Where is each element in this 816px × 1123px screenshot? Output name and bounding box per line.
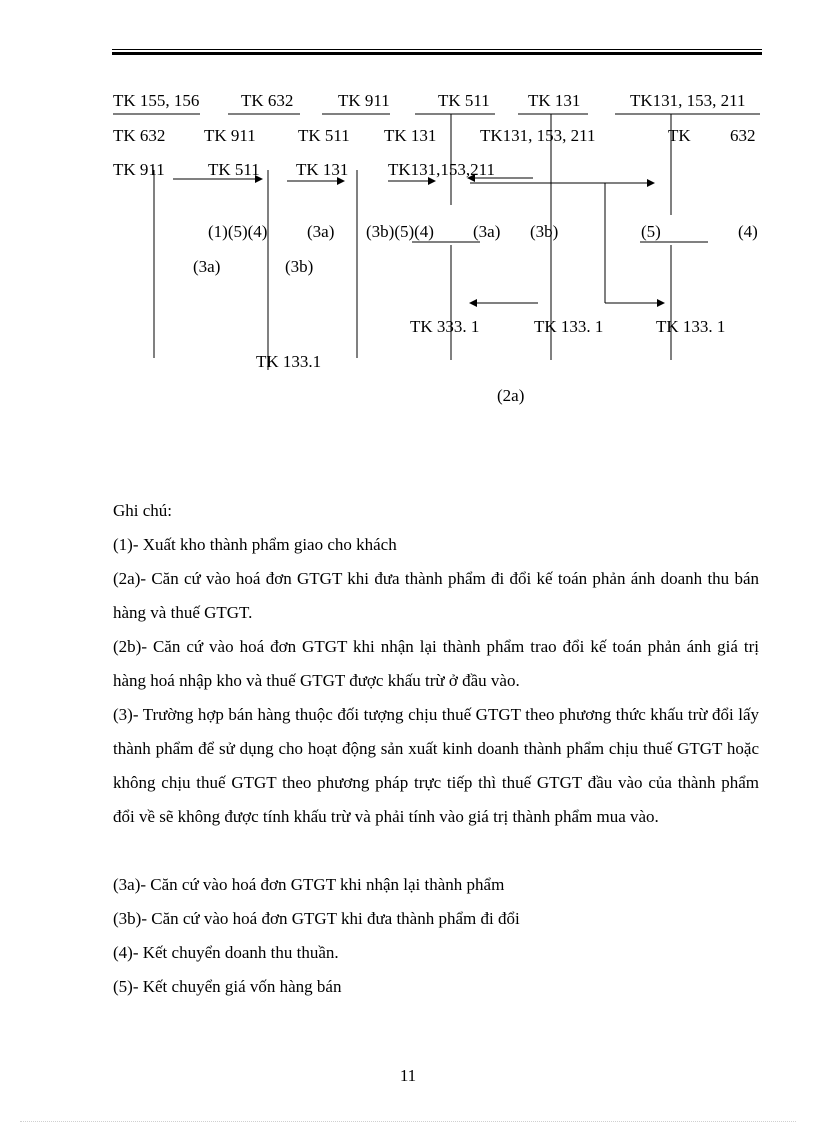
note-4: (4)- Kết chuyển doanh thu thuần. bbox=[113, 943, 339, 962]
row1-label-5: TK 131 bbox=[528, 91, 581, 110]
entry-label: (2a) bbox=[497, 386, 525, 405]
row2-label-3: TK 511 bbox=[298, 126, 350, 145]
entry-label: (4) bbox=[738, 222, 758, 241]
row1-label-1: TK 155, 156 bbox=[113, 91, 200, 110]
note-2b: (2b)- Căn cứ vào hoá đơn GTGT khi nhận lại thành phẩm trao đổi kế toán phản ánh giá trị hàng hoá nhập kho và thuế GTGT được khấu trừ ở đầu vào. bbox=[113, 637, 759, 690]
row1-label-4: TK 511 bbox=[438, 91, 490, 110]
row3-label-3: TK 131 bbox=[296, 160, 349, 179]
row2-label-5: TK131, 153, 211 bbox=[480, 126, 596, 145]
account-label-3331: TK 333. 1 bbox=[410, 317, 480, 336]
page-number: 11 bbox=[399, 1066, 417, 1085]
accounting-diagram bbox=[0, 0, 816, 420]
footer-dotted-line bbox=[20, 1121, 796, 1122]
row2-label-1: TK 632 bbox=[113, 126, 166, 145]
row2-label-7: 632 bbox=[730, 126, 756, 145]
entry-label: (3b) bbox=[530, 222, 559, 241]
entry-label: (3a) bbox=[193, 257, 221, 276]
note-1: (1)- Xuất kho thành phẩm giao cho khách bbox=[113, 535, 397, 554]
note-3a: (3a)- Căn cứ vào hoá đơn GTGT khi nhận lại thành phẩm bbox=[113, 875, 505, 894]
row3-label-4: TK131,153,211 bbox=[388, 160, 496, 179]
entry-label: (1)(5)(4) bbox=[208, 222, 268, 241]
note-2a: (2a)- Căn cứ vào hoá đơn GTGT khi đưa thành phẩm đi đổi kế toán phản ánh doanh thu bán hàng và thuế GTGT. bbox=[113, 569, 759, 622]
account-label-1331: TK 133. 1 bbox=[656, 317, 726, 336]
entry-label: (5) bbox=[641, 222, 661, 241]
entry-label: (3b)(5)(4) bbox=[366, 222, 434, 241]
row2-label-2: TK 911 bbox=[204, 126, 256, 145]
row3-label-2: TK 511 bbox=[208, 160, 260, 179]
row1-label-2: TK 632 bbox=[241, 91, 294, 110]
row1-label-6: TK131, 153, 211 bbox=[630, 91, 746, 110]
entry-label: (3a) bbox=[307, 222, 335, 241]
row2-label-4: TK 131 bbox=[384, 126, 437, 145]
account-label-1331: TK 133.1 bbox=[256, 352, 322, 371]
entry-label: (3b) bbox=[285, 257, 314, 276]
row3-label-1: TK 911 bbox=[113, 160, 165, 179]
note-3: (3)- Trường hợp bán hàng thuộc đối tượng chịu thuế GTGT theo phương thức khấu trừ đổi lấy thành phẩm để sử dụng cho hoạt động sản xuất kinh doanh thành phẩm chịu thuế GTGT hoặc không chịu thuế GTGT theo phương pháp trực tiếp thì thuế GTGT đầu vào của thành phẩm đổi về sẽ không được tính khấu trừ và phải tính vào giá trị thành phẩm mua vào. bbox=[113, 705, 759, 826]
entry-label: (3a) bbox=[473, 222, 501, 241]
account-label-1331: TK 133. 1 bbox=[534, 317, 604, 336]
note-5: (5)- Kết chuyển giá vốn hàng bán bbox=[113, 977, 342, 996]
note-3b: (3b)- Căn cứ vào hoá đơn GTGT khi đưa thành phẩm đi đổi bbox=[113, 909, 520, 928]
row1-label-3: TK 911 bbox=[338, 91, 390, 110]
row2-label-6: TK bbox=[668, 126, 691, 145]
notes-heading: Ghi chú: bbox=[113, 501, 173, 520]
